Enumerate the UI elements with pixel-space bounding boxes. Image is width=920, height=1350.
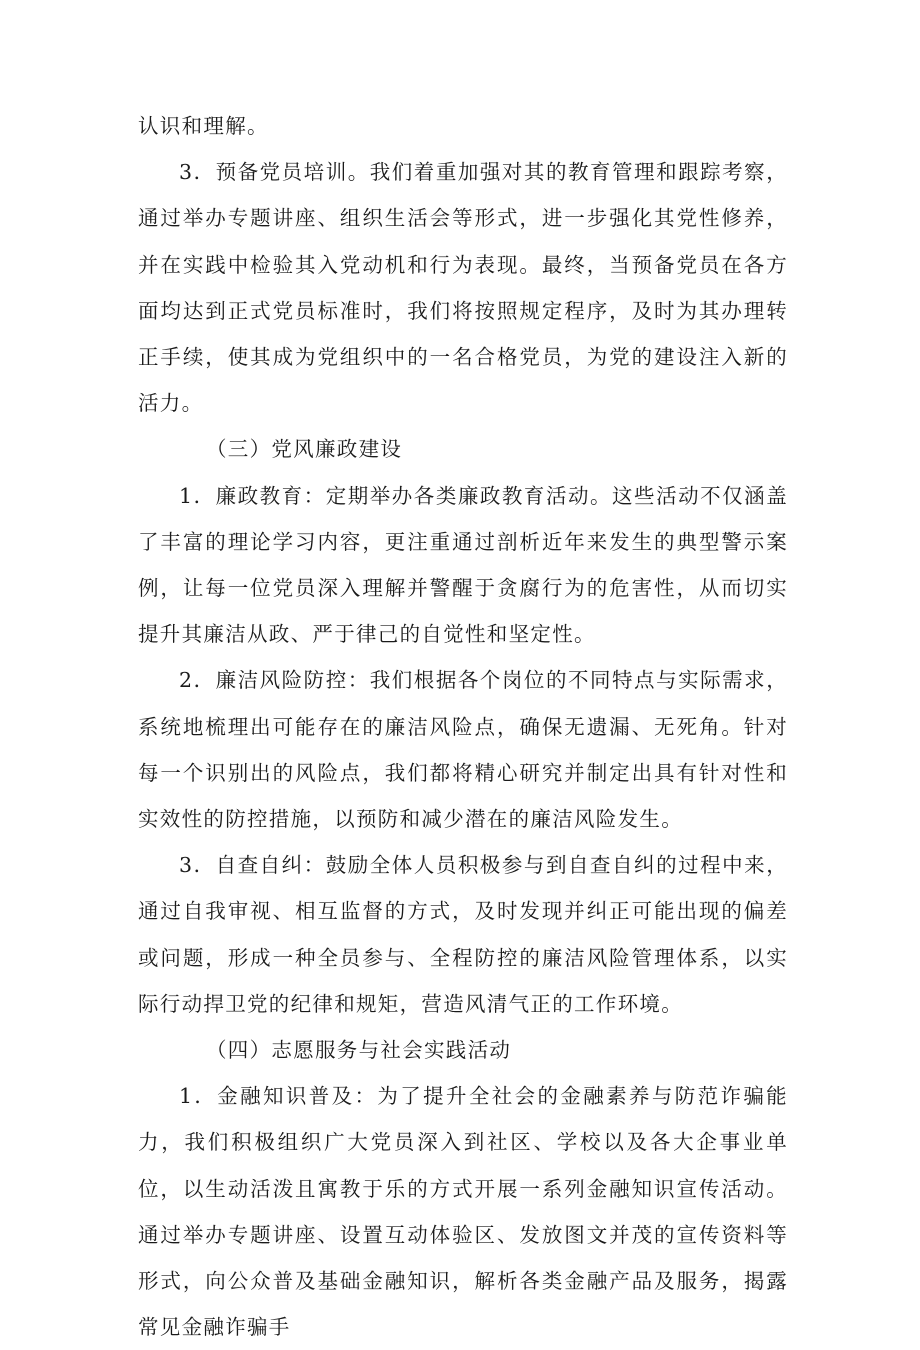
- section-heading-volunteer-service: （四）志愿服务与社会实践活动: [206, 1038, 512, 1063]
- financial-knowledge-paragraph: 1．金融知识普及：为了提升全社会的金融素养与防范诈骗能力，我们积极组织广大党员深入到社区、学校以及各大企事业单位，以生动活泼且寓教于乐的方式开展一系列金融知识宣传活动。通过举办专题讲座、设置互动体验区、发放图文并茂的宣传资料等形式，向公众普及基础金融知识，解析各类金融产品及服务，揭露常见金融诈骗手: [138, 1084, 788, 1340]
- document-page: [138, 103, 788, 1350]
- self-inspection-paragraph: 3．自查自纠：鼓励全体人员积极参与到自查自纠的过程中来，通过自我审视、相互监督的方式，及时发现并纠正可能出现的偏差或问题，形成一种全员参与、全程防控的廉洁风险管理体系，以实际行动捍卫党的纪律和规矩，营造风清气正的工作环境。: [138, 853, 788, 1016]
- integrity-education-paragraph: 1．廉政教育：定期举办各类廉政教育活动。这些活动不仅涵盖了丰富的理论学习内容，更注重通过剖析近年来发生的典型警示案例，让每一位党员深入理解并警醒于贪腐行为的危害性，从而切实提升其廉洁从政、严于律己的自觉性和坚定性。: [138, 483, 788, 647]
- probationary-member-training-paragraph: 3．预备党员培训。我们着重加强对其的教育管理和跟踪考察，通过举办专题讲座、组织生活会等形式，进一步强化其党性修养，并在实践中检验其入党动机和行为表现。最终，当预备党员在各方面均达到正式党员标准时，我们将按照规定程序，及时为其办理转正手续，使其成为党组织中的一名合格党员，为党的建设注入新的活力。: [138, 160, 788, 416]
- continuation-paragraph: 认识和理解。: [138, 114, 269, 138]
- section-heading-party-integrity: （三）党风廉政建设: [206, 437, 403, 462]
- integrity-risk-control-paragraph: 2．廉洁风险防控：我们根据各个岗位的不同特点与实际需求，系统地梳理出可能存在的廉洁风险点，确保无遗漏、无死角。针对每一个识别出的风险点，我们都将精心研究并制定出具有针对性和实效性的防控措施，以预防和减少潜在的廉洁风险发生。: [138, 668, 788, 832]
